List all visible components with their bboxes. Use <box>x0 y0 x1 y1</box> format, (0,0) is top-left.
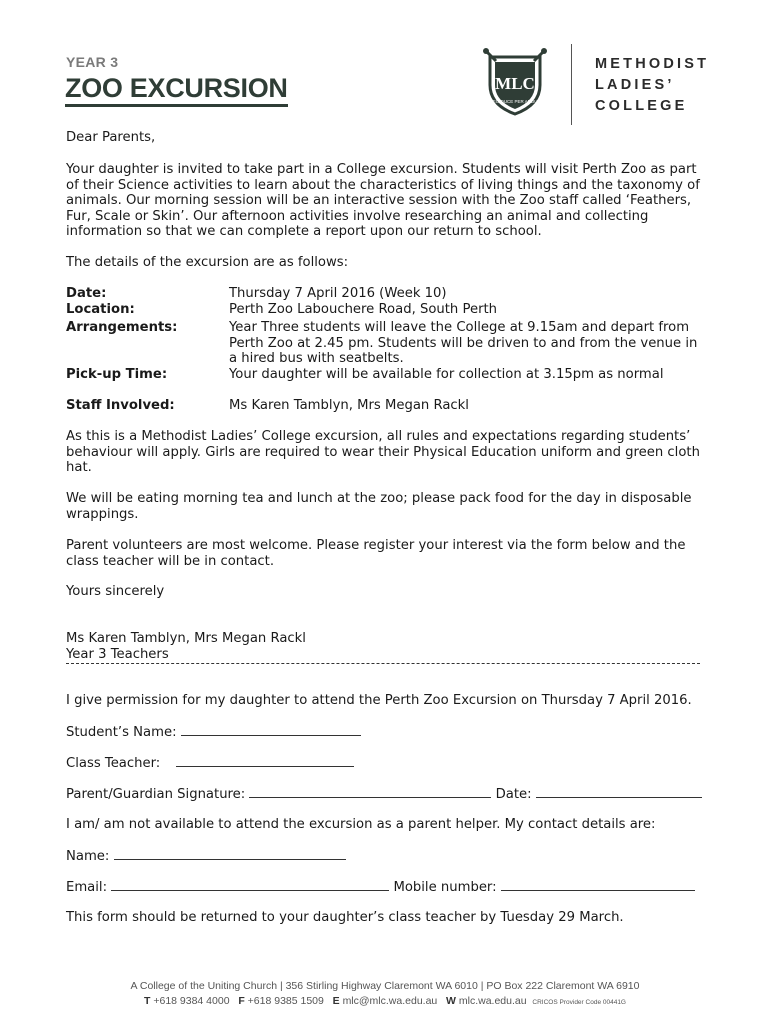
signatory-name: Ms Karen Tamblyn, Mrs Megan Rackl <box>66 631 306 646</box>
intro-paragraph: Your daughter is invited to take part in a College excursion. Students will visit Perth Zoo as part of their Science activities to learn about the characteristics of living things and the taxonomy of animals. Our morning session will be an interactive session with the Zoo staff called ‘Feathers, Fur, Scale or Skin’. Our afternoon activities involve researching an animal and collecting information so that we can complete a report upon our return to school. <box>66 162 700 239</box>
food-paragraph: We will be eating morning tea and lunch at the zoo; please pack food for the day in disposable wrappings. <box>66 491 692 522</box>
page-title: ZOO EXCURSION <box>65 72 288 107</box>
footer-address: A College of the Uniting Church | 356 Stirling Highway Claremont WA 6010 | PO Box 222 Claremont WA 6910 <box>130 980 640 992</box>
volunteers-paragraph: Parent volunteers are most welcome. Please register your interest via the form below and the class teacher will be in contact. <box>66 538 686 569</box>
closing: Yours sincerely <box>66 584 165 599</box>
detail-label: Staff Involved: <box>66 398 175 413</box>
detail-value: Ms Karen Tamblyn, Mrs Megan Rackl <box>229 398 469 413</box>
web-prefix: W <box>446 995 456 1007</box>
mobile-field[interactable] <box>501 879 695 891</box>
class-teacher-label: Class Teacher: <box>66 756 161 771</box>
college-crest-logo <box>482 47 548 117</box>
availability-statement: I am/ am not available to attend the excursion as a parent helper. My contact details are: <box>66 817 656 832</box>
detail-label: Location: <box>66 302 135 317</box>
phone-prefix: T <box>144 995 151 1007</box>
date-field[interactable] <box>536 786 702 798</box>
footer-cricos: CRICOS Provider Code 00441G <box>532 999 626 1006</box>
email-field[interactable] <box>111 879 389 891</box>
permission-statement: I give permission for my daughter to attend the Perth Zoo Excursion on Thursday 7 April 2016. <box>66 693 692 708</box>
college-name-line3: COLLEGE <box>595 98 688 114</box>
signature-row <box>66 786 706 803</box>
signatory-role: Year 3 Teachers <box>66 647 169 662</box>
email-prefix: E <box>332 995 340 1007</box>
detail-label: Date: <box>66 286 107 301</box>
signature-label: Parent/Guardian Signature: <box>66 787 246 802</box>
detail-value: Perth Zoo Labouchere Road, South Perth <box>229 302 498 317</box>
crest-monogram: MLC <box>495 74 535 93</box>
detail-label: Arrangements: <box>66 320 178 335</box>
rules-paragraph: As this is a Methodist Ladies’ College excursion, all rules and expectations regarding students’ behaviour will apply. Girls are required to wear their Physical Education uniform and green cloth hat. <box>66 429 700 475</box>
greeting: Dear Parents, <box>66 130 156 145</box>
footer-email[interactable]: mlc@mlc.wa.edu.au <box>342 995 438 1007</box>
year-label: YEAR 3 <box>66 54 119 70</box>
footer-contacts <box>0 994 770 1011</box>
footer-phone: +618 9384 4000 <box>153 995 230 1007</box>
contact-row <box>66 879 706 896</box>
college-name-line2: LADIES’ <box>595 77 675 93</box>
detail-value: Year Three students will leave the College at 9.15am and depart from Perth Zoo at 2.45 pm. Students will be driven to and from the venue in a hired bus with seatbelts. <box>229 320 698 366</box>
cut-line <box>66 663 700 664</box>
footer-web[interactable]: mlc.wa.edu.au <box>458 995 527 1007</box>
student-name-field[interactable] <box>181 724 361 736</box>
detail-label: Pick-up Time: <box>66 367 168 382</box>
name-field[interactable] <box>114 848 346 860</box>
date-label: Date: <box>495 787 532 802</box>
crest-motto: DEO DUCE PER ARDUA <box>489 99 541 104</box>
header-divider <box>571 44 572 125</box>
college-name-line1: METHODIST <box>595 56 710 72</box>
student-name-row <box>66 724 706 741</box>
details-intro: The details of the excursion are as follows: <box>66 255 349 270</box>
student-name-label: Student’s Name: <box>66 725 177 740</box>
detail-value: Your daughter will be available for collection at 3.15pm as normal <box>229 367 664 382</box>
footer-fax: +618 9385 1509 <box>247 995 324 1007</box>
college-wordmark <box>595 54 709 117</box>
return-note: This form should be returned to your daughter’s class teacher by Tuesday 29 March. <box>66 910 624 925</box>
class-teacher-field[interactable] <box>176 755 354 767</box>
name-row <box>66 848 706 865</box>
class-teacher-row <box>66 755 706 772</box>
fax-prefix: F <box>238 995 245 1007</box>
email-label: Email: <box>66 880 108 895</box>
signature-field[interactable] <box>249 786 491 798</box>
mobile-label: Mobile number: <box>393 880 497 895</box>
name-label: Name: <box>66 849 110 864</box>
detail-value: Thursday 7 April 2016 (Week 10) <box>229 286 447 301</box>
